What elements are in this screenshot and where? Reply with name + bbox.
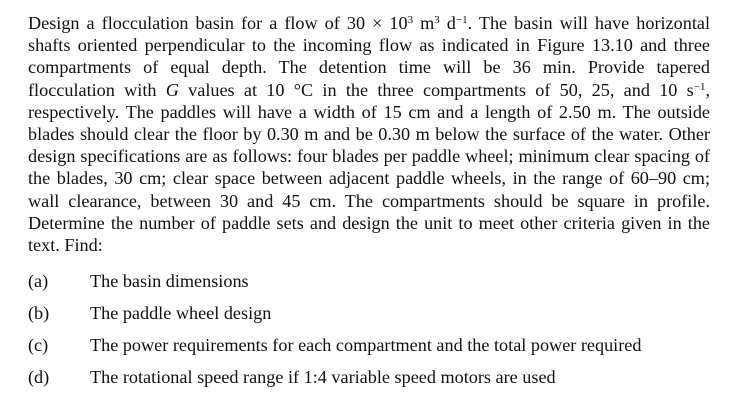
- task-item: [28, 366, 710, 388]
- task-list: [28, 270, 710, 388]
- problem-statement: [28, 12, 710, 256]
- problem-text-part-1: Design a flocculation basin for a flow of 30 × 10: [28, 13, 408, 33]
- task-text: The paddle wheel design: [90, 303, 272, 324]
- g-symbol: G: [165, 79, 179, 100]
- problem-text-part-3: values at 10 °C in the three compartments of 50, 25, and 10 s: [178, 79, 694, 100]
- problem-text-part-2: . The basin will have horizontal shafts oriented perpendicular to the incoming flow as indicated in Figure 13.10 and three compartments of equal depth. The detention time will be 36 min. Provide tapered flocculation with: [28, 13, 710, 100]
- problem-text-unit-d: d: [439, 13, 456, 33]
- task-item: [28, 270, 710, 292]
- exponent-per-second: −1: [693, 80, 706, 93]
- exponent-flow-power: 3: [407, 14, 414, 26]
- task-text: The power requirements for each compartment and the total power required: [90, 335, 642, 356]
- problem-text-part-4: , respectively. The paddles will have a width of 15 cm and a length of 2.50 m. The outside blades should clear the floor by 0.30 m and be 0.30 m below the surface of the water. Other design specifications are as follows: four blades per paddle wheel; minimum clear spacing of the blades, 30 cm; clear space between adjacent paddle wheels, in the range of 60–90 cm; wall clearance, between 30 and 45 cm. The compartments should be square in profile. Determine the number of paddle sets and design the unit to meet other criteria given in the text. Find:: [28, 79, 711, 256]
- exponent-per-day: −1: [455, 14, 468, 26]
- task-letter: (b): [28, 303, 50, 324]
- exponent-cubic-meter: 3: [434, 14, 440, 26]
- problem-text-unit-m: m: [413, 13, 435, 33]
- task-item: [28, 334, 710, 356]
- task-letter: (a): [28, 271, 49, 292]
- task-text: The rotational speed range if 1:4 variable speed motors are used: [90, 367, 556, 388]
- task-text: The basin dimensions: [90, 271, 249, 292]
- task-letter: (c): [28, 335, 49, 356]
- task-item: [28, 302, 710, 324]
- task-letter: (d): [28, 367, 50, 388]
